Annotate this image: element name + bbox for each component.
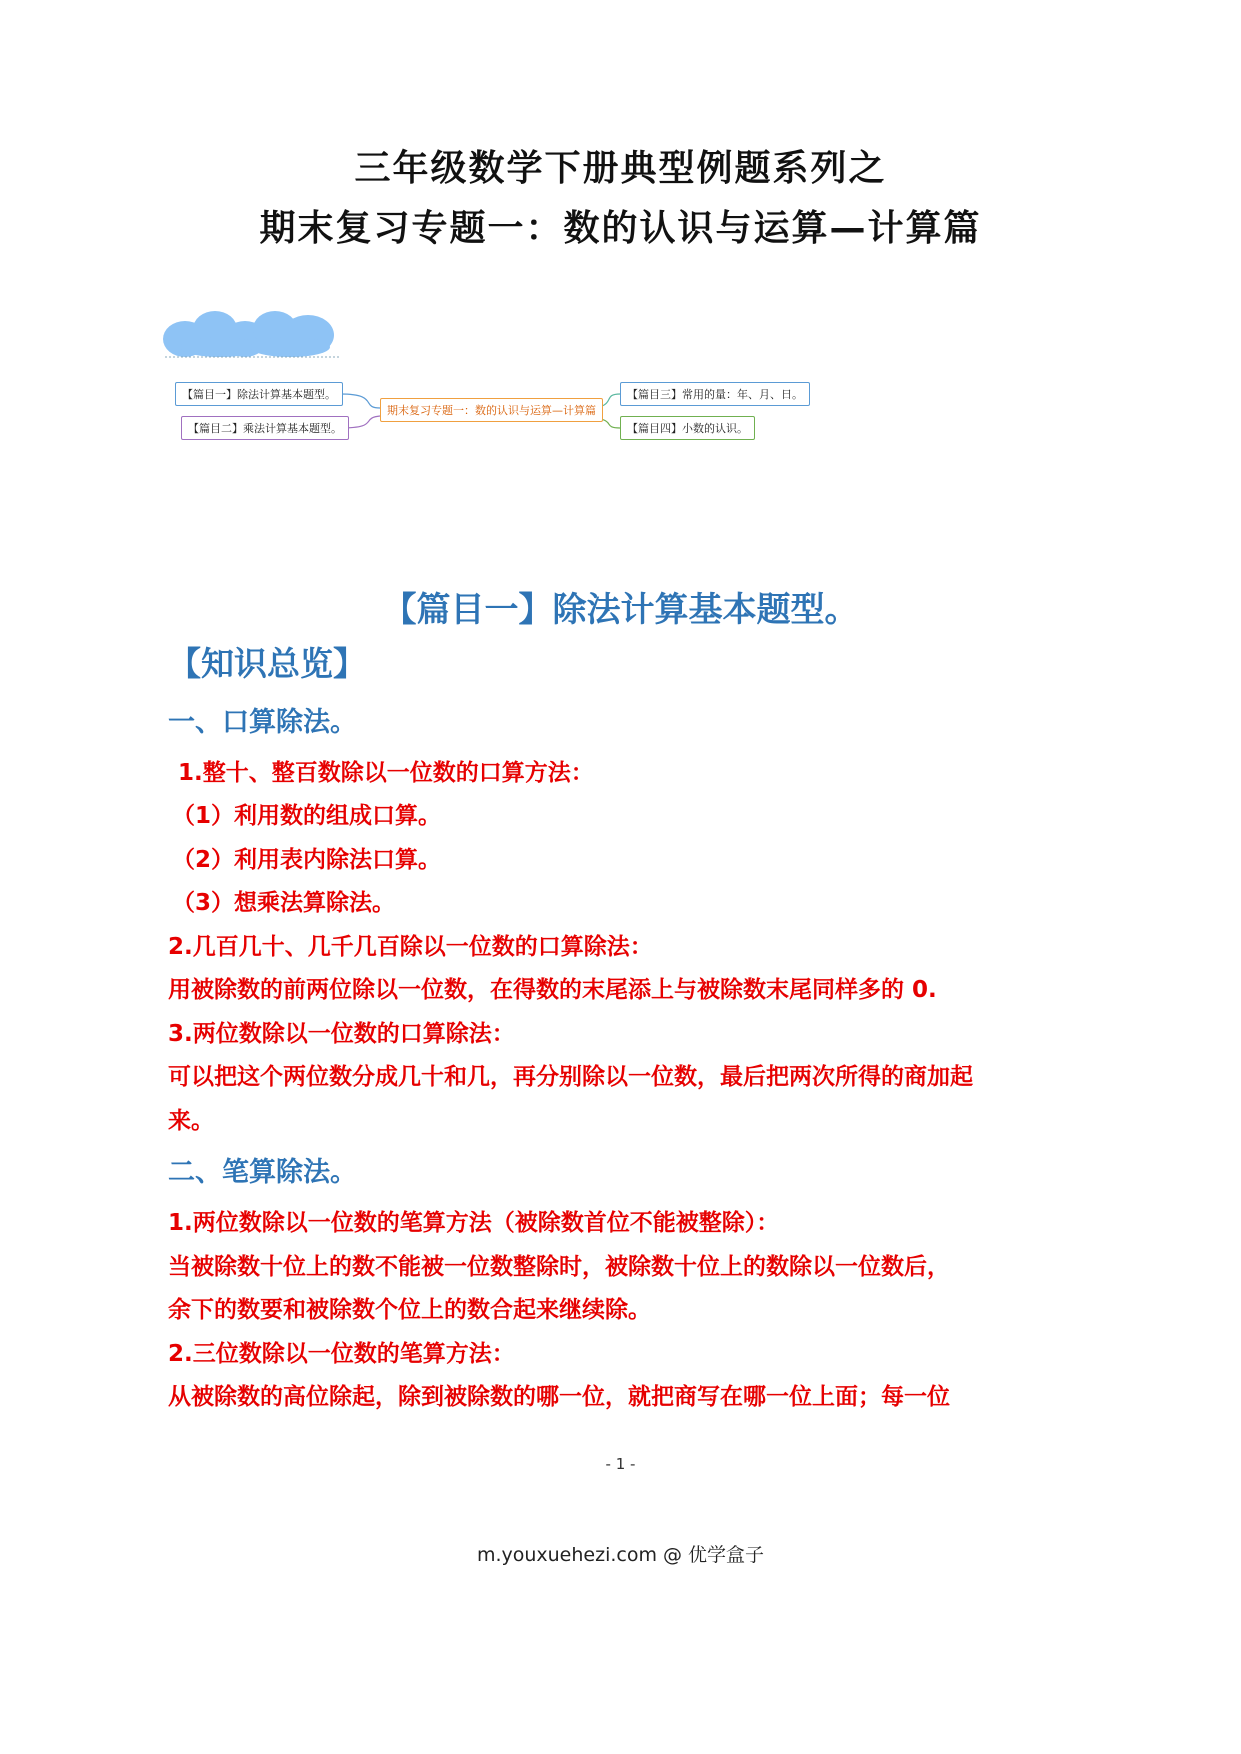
rule-line: 1.整十、整百数除以一位数的口算方法： — [178, 760, 594, 786]
rule-line: 2.几百几十、几千几百除以一位数的口算除法： — [168, 934, 653, 960]
mind-map-node-topic-4: 【篇目四】小数的认识。 — [620, 416, 755, 440]
heading-written-division: 二、笔算除法。 — [168, 1157, 357, 1188]
section-title: 【篇目一】除法计算基本题型。 — [382, 590, 859, 630]
rule-line: 用被除数的前两位除以一位数，在得数的末尾添上与被除数末尾同样多的 0. — [168, 977, 937, 1003]
mind-map-node-topic-3: 【篇目三】常用的量：年、月、日。 — [620, 382, 810, 406]
rule-line: 来。 — [168, 1108, 214, 1134]
doc-title-line2: 期末复习专题一：数的认识与运算—计算篇 — [259, 208, 982, 249]
rule-line: （2）利用表内除法口算。 — [172, 847, 442, 873]
mind-map-node-topic-2: 【篇目二】乘法计算基本题型。 — [181, 416, 349, 440]
rule-line: 可以把这个两位数分成几十和几，再分别除以一位数，最后把两次所得的商加起 — [168, 1064, 973, 1090]
mind-map — [180, 340, 880, 510]
rule-line: 2.三位数除以一位数的笔算方法： — [168, 1341, 515, 1367]
mind-map-node-topic-1: 【篇目一】除法计算基本题型。 — [175, 382, 343, 406]
page-number: - 1 - — [605, 1455, 636, 1473]
rule-line: 3.两位数除以一位数的口算除法： — [168, 1021, 515, 1047]
overview-heading: 【知识总览】 — [168, 644, 366, 683]
doc-title-line1: 三年级数学下册典型例题系列之 — [354, 148, 887, 189]
rule-line: （3）想乘法算除法。 — [172, 890, 396, 916]
rule-line: （1）利用数的组成口算。 — [172, 803, 442, 829]
rule-line: 余下的数要和被除数个位上的数合起来继续除。 — [168, 1297, 651, 1323]
rule-line: 1.两位数除以一位数的笔算方法（被除数首位不能被整除）： — [168, 1210, 780, 1236]
mind-map-node-center: 期末复习专题一：数的认识与运算—计算篇 — [380, 398, 603, 422]
footer-source: m.youxuehezi.com @ 优学盒子 — [476, 1544, 765, 1566]
rule-line: 当被除数十位上的数不能被一位数整除时，被除数十位上的数除以一位数后， — [168, 1254, 950, 1280]
rule-line: 从被除数的高位除起，除到被除数的哪一位，就把商写在哪一位上面；每一位 — [168, 1384, 950, 1410]
heading-oral-division: 一、口算除法。 — [168, 707, 357, 738]
